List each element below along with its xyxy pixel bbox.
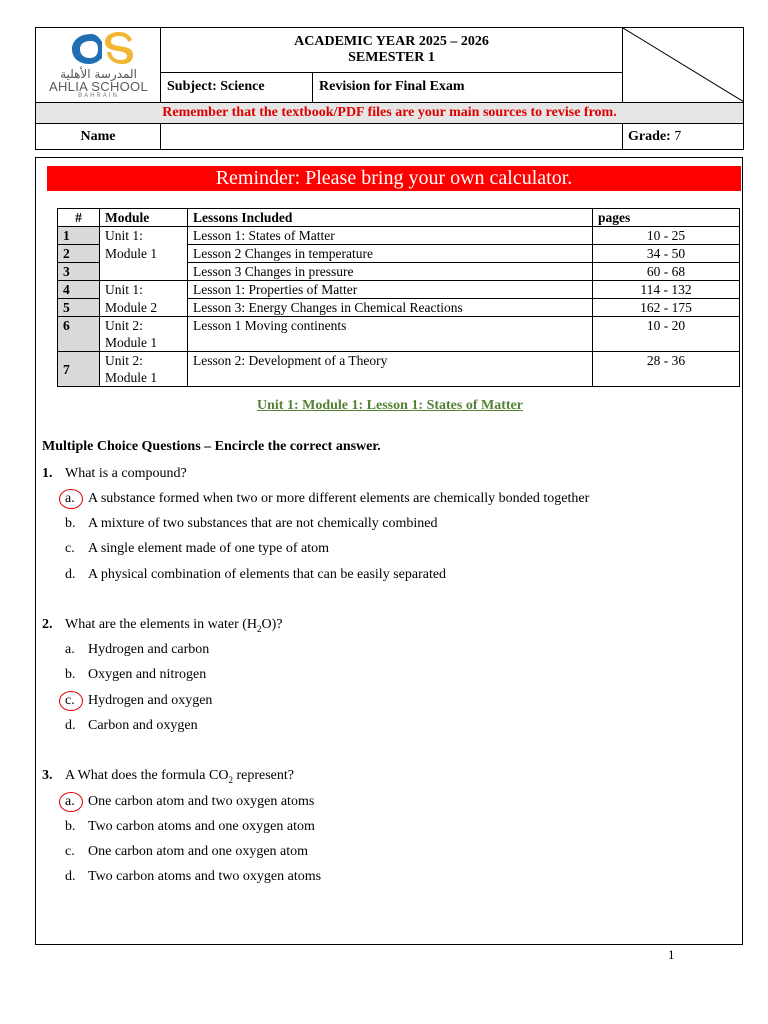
option-text: Oxygen and nitrogen [88,667,207,682]
mcq-title: Multiple Choice Questions – Encircle the correct answer. [42,439,381,454]
option-letter: a. [65,642,75,657]
row-num: 3 [58,263,100,281]
name-label: Name [36,124,161,150]
header-table [35,27,743,156]
row-module-line2: Module 1 [105,370,158,385]
answer-circle [59,489,83,509]
option-text: Carbon and oxygen [88,718,198,733]
school-name-arabic: المدرسة الأهلية [60,67,137,81]
table-row [58,263,740,281]
row-module: Unit 1: [100,281,188,299]
option-letter: d. [65,567,76,582]
option-text: A single element made of one type of atom [88,541,330,556]
option-3a[interactable] [65,794,314,810]
diagonal-cell [623,28,744,103]
table-row [58,227,740,245]
row-num: 4 [58,281,100,299]
row-pages: 34 - 50 [593,245,740,263]
col-header-num: # [58,209,100,227]
option-1b[interactable] [65,516,438,532]
question-2 [42,617,283,634]
row-module [100,317,188,352]
col-header-pages: pages [593,209,740,227]
table-row [58,352,740,387]
option-text: Hydrogen and oxygen [88,693,213,708]
row-lesson: Lesson 3 Changes in pressure [188,263,593,281]
option-letter: d. [65,869,76,884]
subject-cell: Subject: Science [161,72,313,102]
unit-title: Unit 1: Module 1: Lesson 1: States of Matter [257,398,523,413]
row-pages: 10 - 20 [593,317,740,352]
row-lesson: Lesson 1 Moving continents [188,317,593,352]
table-row [58,299,740,317]
question-text: A What does the formula CO [65,768,229,783]
question-number: 1. [42,466,53,481]
row-num: 6 [58,317,100,352]
question-number: 2. [42,617,53,632]
page-number: 1 [668,947,675,962]
row-module-line2: Module 1 [105,335,158,350]
logo-cell [36,28,161,103]
row-num: 5 [58,299,100,317]
row-module [100,352,188,387]
diagonal-line [623,28,744,102]
row-pages: 60 - 68 [593,263,740,281]
row-module: Unit 1: [100,227,188,245]
option-2b[interactable] [65,667,206,683]
row-num: 1 [58,227,100,245]
revision-cell: Revision for Final Exam [313,72,623,102]
row-num: 7 [58,352,100,387]
col-header-module: Module [100,209,188,227]
row-pages: 10 - 25 [593,227,740,245]
answer-circle [59,691,83,711]
option-1c[interactable] [65,541,329,557]
logo-mark-icon [69,30,135,68]
row-lesson: Lesson 3: Energy Changes in Chemical Reactions [188,299,593,317]
subscript: 2 [257,623,262,634]
row-module-line1: Unit 2: [105,353,143,368]
question-number: 3. [42,768,53,783]
question-text-end: O)? [261,617,283,632]
option-letter: a. [65,794,75,809]
question-text-end: represent? [232,768,294,783]
option-text: One carbon atom and one oxygen atom [88,844,309,859]
row-pages: 162 - 175 [593,299,740,317]
grade-value: 7 [674,128,682,144]
option-text: Two carbon atoms and one oxygen atom [88,819,315,834]
option-letter: b. [65,516,76,531]
option-text: Two carbon atoms and two oxygen atoms [88,869,322,884]
row-pages: 28 - 36 [593,352,740,387]
option-3b[interactable] [65,819,315,835]
school-logo [36,28,161,102]
answer-circle [59,792,83,812]
option-letter: c. [65,541,75,556]
option-text: A mixture of two substances that are not chemically combined [88,516,438,531]
semester: SEMESTER 1 [348,49,435,65]
option-3c[interactable] [65,844,308,860]
row-lesson: Lesson 1: States of Matter [188,227,593,245]
table-row [58,281,740,299]
option-text: A physical combination of elements that can be easily separated [88,567,447,582]
table-row [58,317,740,352]
option-2d[interactable] [65,718,198,734]
notice-banner: Remember that the textbook/PDF files are your main sources to revise from. [36,103,744,124]
row-module: Module 2 [100,299,188,317]
option-2a[interactable] [65,642,209,658]
question-1 [42,466,187,482]
school-name: AHLIA SCHOOL [49,79,148,94]
row-lesson: Lesson 2: Development of a Theory [188,352,593,387]
option-letter: b. [65,667,76,682]
option-text: Hydrogen and carbon [88,642,210,657]
school-location: BAHRAIN [78,93,119,99]
calculator-reminder: Reminder: Please bring your own calculator. [47,166,741,191]
academic-year: ACADEMIC YEAR 2025 – 2026 [294,33,489,49]
option-text: A substance formed when two or more different elements are chemically bonded together [88,491,590,506]
option-1d[interactable] [65,567,446,583]
option-3d[interactable] [65,869,321,885]
question-text: What is a compound? [65,466,187,481]
table-row [58,245,740,263]
row-lesson: Lesson 2 Changes in temperature [188,245,593,263]
subscript: 2 [228,774,233,785]
row-num: 2 [58,245,100,263]
option-letter: c. [65,693,75,708]
option-1a[interactable] [65,491,589,507]
question-3 [42,768,294,785]
row-module [100,263,188,281]
option-text: One carbon atom and two oxygen atoms [88,794,315,809]
row-lesson: Lesson 1: Properties of Matter [188,281,593,299]
row-module-line1: Unit 2: [105,318,143,333]
option-letter: a. [65,491,75,506]
option-letter: d. [65,718,76,733]
grade-label: Grade: [628,128,671,144]
option-letter: c. [65,844,75,859]
year-semester-cell [161,28,623,73]
row-module: Module 1 [100,245,188,263]
name-field[interactable] [161,124,623,150]
col-header-lessons: Lessons Included [188,209,593,227]
lessons-table [57,208,740,387]
question-text: What are the elements in water (H [65,617,258,632]
option-2c[interactable] [65,693,212,709]
grade-cell [623,124,744,150]
option-letter: b. [65,819,76,834]
row-pages: 114 - 132 [593,281,740,299]
